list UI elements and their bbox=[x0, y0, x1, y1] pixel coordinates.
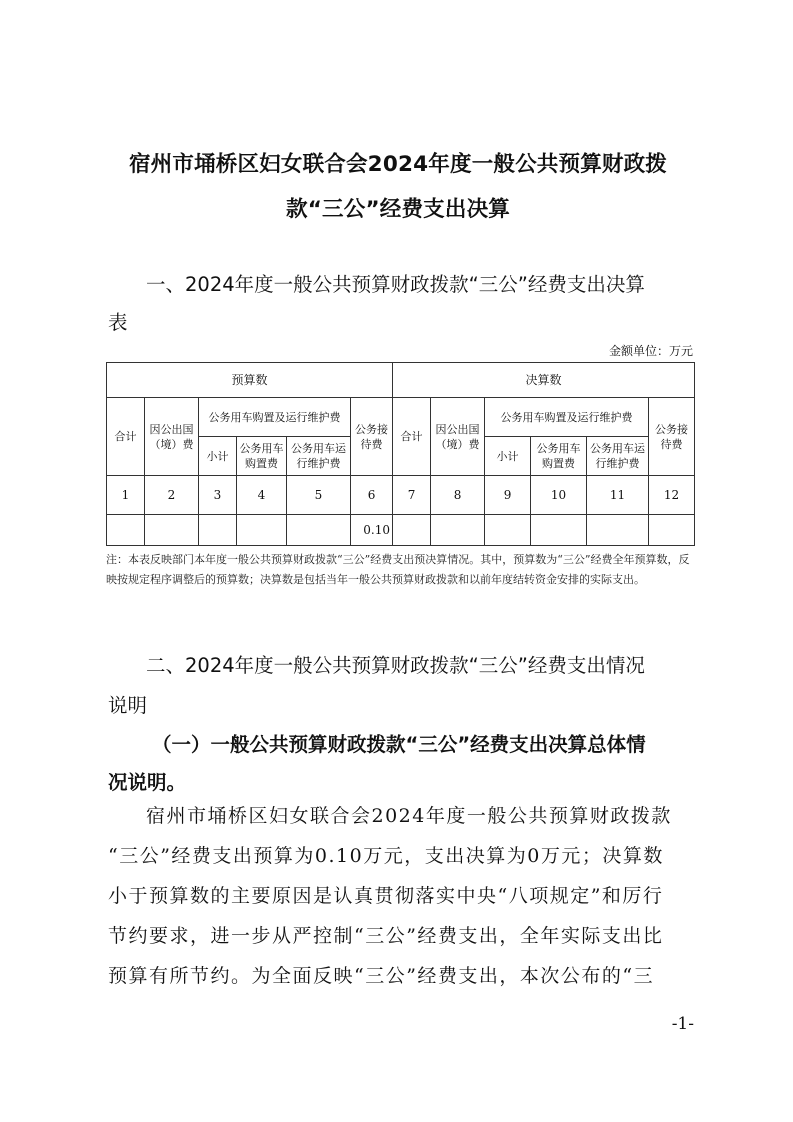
section-heading-1 bbox=[108, 266, 694, 342]
header-final-total: 合计 bbox=[393, 398, 431, 476]
value-cell bbox=[531, 515, 587, 546]
column-number: 2 bbox=[145, 476, 199, 515]
column-number: 4 bbox=[237, 476, 287, 515]
document-title bbox=[100, 142, 696, 232]
column-number: 11 bbox=[587, 476, 649, 515]
title-line-2: 款“三公”经费支出决算 bbox=[286, 197, 510, 222]
three-public-expenses-table bbox=[106, 362, 695, 546]
header-budget-vehicle-group: 公务用车购置及运行维护费 bbox=[199, 398, 351, 437]
value-cell bbox=[287, 515, 351, 546]
section-heading-2-line-2: 说明 bbox=[108, 694, 148, 717]
column-number: 10 bbox=[531, 476, 587, 515]
header-final-reception: 公务接待费 bbox=[649, 398, 695, 476]
value-cell bbox=[485, 515, 531, 546]
value-cell bbox=[145, 515, 199, 546]
column-number: 8 bbox=[431, 476, 485, 515]
paragraph-line: 小于预算数的主要原因是认真贯彻落实中央“八项规定”和厉行 bbox=[108, 885, 664, 907]
header-budget-vehicle-purchase: 公务用车购置费 bbox=[237, 437, 287, 476]
value-cell bbox=[237, 515, 287, 546]
header-final-vehicle-group: 公务用车购置及运行维护费 bbox=[485, 398, 649, 437]
column-number: 1 bbox=[107, 476, 145, 515]
header-budget-vehicle-operation: 公务用车运行维护费 bbox=[287, 437, 351, 476]
header-budget-abroad: 因公出国（境）费 bbox=[145, 398, 199, 476]
column-number: 7 bbox=[393, 476, 431, 515]
value-cell bbox=[587, 515, 649, 546]
section-heading-2 bbox=[108, 646, 694, 726]
header-budget-total: 合计 bbox=[107, 398, 145, 476]
header-budget-reception: 公务接待费 bbox=[351, 398, 393, 476]
header-final-vehicle-purchase: 公务用车购置费 bbox=[531, 437, 587, 476]
value-row bbox=[107, 515, 695, 546]
table-note: 注：本表反映部门本年度一般公共预算财政拨款“三公”经费支出预决算情况。其中，预算数为“三公”经费全年预算数，反映按规定程序调整后的预算数；决算数是包括当年一般公共预算财政拨款和以前年度结转资金安排的实际支出。 bbox=[106, 553, 690, 586]
value-cell-budget-reception: 0.10 bbox=[351, 515, 393, 546]
paragraph-line: 节约要求，进一步从严控制“三公”经费支出，全年实际支出比 bbox=[108, 925, 664, 947]
column-number: 12 bbox=[649, 476, 695, 515]
value-cell bbox=[393, 515, 431, 546]
value-cell bbox=[649, 515, 695, 546]
section-heading-2-line-1: 二、2024年度一般公共预算财政拨款“三公”经费支出情况 bbox=[146, 654, 645, 677]
section-heading-1-line-1: 一、2024年度一般公共预算财政拨款“三公”经费支出决算 bbox=[146, 273, 645, 296]
title-line-1: 宿州市埇桥区妇女联合会2024年度一般公共预算财政拨 bbox=[128, 152, 668, 177]
subsection-heading-1 bbox=[108, 726, 694, 802]
subsection-heading-1-line-2: 况说明。 bbox=[108, 771, 187, 794]
value-cell bbox=[107, 515, 145, 546]
subsection-heading-1-line-1: （一）一般公共预算财政拨款“三公”经费支出决算总体情 bbox=[152, 733, 646, 756]
header-final-abroad: 因公出国（境）费 bbox=[431, 398, 485, 476]
value-cell bbox=[431, 515, 485, 546]
header-budget-subtotal: 小计 bbox=[199, 437, 237, 476]
column-number: 5 bbox=[287, 476, 351, 515]
column-number-row bbox=[107, 476, 695, 515]
section-heading-1-line-2: 表 bbox=[108, 311, 128, 334]
amount-unit-label: 金额单位：万元 bbox=[608, 344, 693, 358]
value-cell bbox=[199, 515, 237, 546]
column-number: 9 bbox=[485, 476, 531, 515]
column-number: 3 bbox=[199, 476, 237, 515]
column-number: 6 bbox=[351, 476, 393, 515]
paragraph-line: “三公”经费支出预算为0.10万元，支出决算为0万元；决算数 bbox=[108, 845, 664, 867]
paragraph-line: 预算有所节约。为全面反映“三公”经费支出，本次公布的“三 bbox=[108, 965, 655, 987]
header-final-vehicle-operation: 公务用车运行维护费 bbox=[587, 437, 649, 476]
header-final: 决算数 bbox=[393, 363, 695, 398]
body-paragraph bbox=[108, 796, 698, 996]
header-final-subtotal: 小计 bbox=[485, 437, 531, 476]
header-budget: 预算数 bbox=[107, 363, 393, 398]
page-number: -1- bbox=[671, 1014, 694, 1034]
paragraph-line: 宿州市埇桥区妇女联合会2024年度一般公共预算财政拨款 bbox=[146, 805, 672, 827]
